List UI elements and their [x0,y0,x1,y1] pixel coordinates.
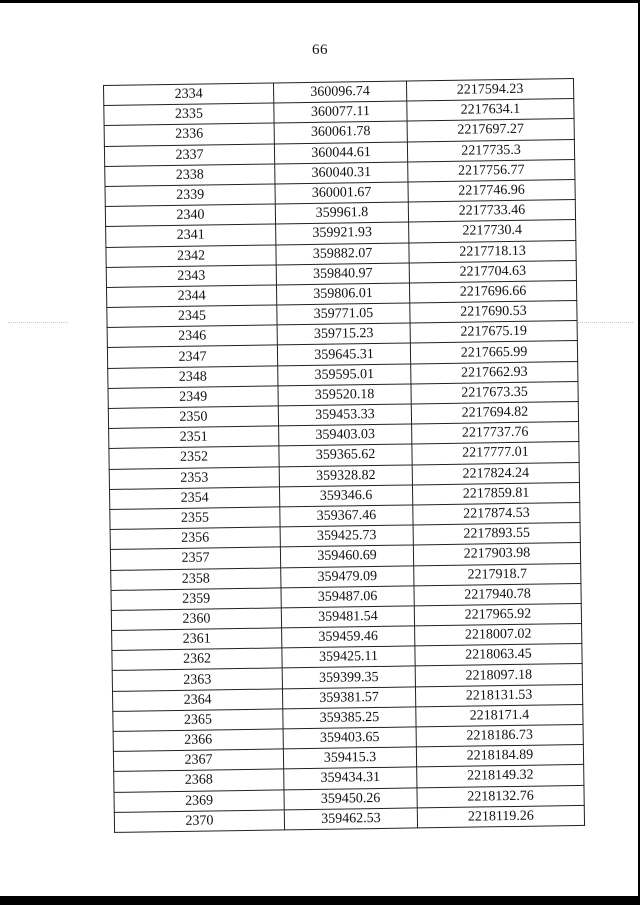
y-coordinate-cell: 2217697.27 [407,119,574,142]
point-number-cell: 2354 [109,487,279,510]
x-coordinate-cell: 360096.74 [273,81,406,103]
x-coordinate-cell: 359961.8 [275,202,408,224]
y-coordinate-cell: 2217718.13 [409,240,576,263]
x-coordinate-cell: 359434.31 [284,767,417,789]
y-coordinate-cell: 2217746.96 [408,179,575,202]
point-number-cell: 2344 [107,285,277,308]
point-number-cell: 2337 [104,144,274,167]
point-number-cell: 2357 [110,547,280,570]
point-number-cell: 2347 [107,345,277,368]
x-coordinate-cell: 359595.01 [278,364,411,386]
point-number-cell: 2361 [112,628,282,651]
y-coordinate-cell: 2217824.24 [412,462,579,485]
y-coordinate-cell: 2217918.7 [414,563,581,586]
y-coordinate-cell: 2217673.35 [411,381,578,404]
x-coordinate-cell: 359840.97 [276,263,409,285]
x-coordinate-cell: 359403.65 [283,727,416,749]
point-number-cell: 2342 [106,244,276,267]
point-number-cell: 2353 [109,466,279,489]
y-coordinate-cell: 2217737.76 [412,422,579,445]
point-number-cell: 2334 [104,83,274,106]
x-coordinate-cell: 359415.3 [283,747,416,769]
x-coordinate-cell: 359479.09 [281,565,414,587]
x-coordinate-cell: 359425.73 [280,525,413,547]
point-number-cell: 2348 [108,366,278,389]
point-number-cell: 2370 [114,810,284,833]
x-coordinate-cell: 359346.6 [279,485,412,507]
y-coordinate-cell: 2217696.66 [409,280,576,303]
point-number-cell: 2358 [111,567,281,590]
y-coordinate-cell: 2217704.63 [409,260,576,283]
point-number-cell: 2345 [107,305,277,328]
point-number-cell: 2341 [106,224,276,247]
scan-edge-top [0,0,640,3]
y-coordinate-cell: 2218097.18 [415,664,582,687]
x-coordinate-cell: 359328.82 [279,465,412,487]
x-coordinate-cell: 359520.18 [278,384,411,406]
x-coordinate-cell: 359365.62 [279,444,412,466]
point-number-cell: 2336 [104,123,274,146]
y-coordinate-cell: 2218063.45 [415,644,582,667]
point-number-cell: 2340 [105,204,275,227]
point-number-cell: 2356 [110,527,280,550]
y-coordinate-cell: 2217733.46 [408,200,575,223]
x-coordinate-cell: 360061.78 [274,121,407,143]
y-coordinate-cell: 2217675.19 [410,321,577,344]
point-number-cell: 2366 [113,729,283,752]
x-coordinate-cell: 359453.33 [278,404,411,426]
x-coordinate-cell: 359399.35 [282,666,415,688]
y-coordinate-cell: 2217665.99 [410,341,577,364]
point-number-cell: 2346 [107,325,277,348]
y-coordinate-cell: 2217965.92 [414,603,581,626]
point-number-cell: 2365 [113,709,283,732]
point-number-cell: 2359 [111,588,281,611]
y-coordinate-cell: 2217777.01 [412,442,579,465]
x-coordinate-cell: 359367.46 [280,505,413,527]
point-number-cell: 2339 [105,184,275,207]
point-number-cell: 2350 [108,406,278,429]
coordinates-table-body [104,79,585,833]
x-coordinate-cell: 359715.23 [277,323,410,345]
x-coordinate-cell: 359806.01 [276,283,409,305]
x-coordinate-cell: 359771.05 [277,303,410,325]
x-coordinate-cell: 359487.06 [281,586,414,608]
y-coordinate-cell: 2217594.23 [406,79,573,102]
x-coordinate-cell: 359882.07 [276,242,409,264]
y-coordinate-cell: 2217940.78 [414,583,581,606]
point-number-cell: 2351 [109,426,279,449]
y-coordinate-cell: 2218131.53 [415,684,582,707]
x-coordinate-cell: 359645.31 [277,343,410,365]
x-coordinate-cell: 360044.61 [274,142,407,164]
margin-mark-left [8,322,68,324]
y-coordinate-cell: 2218171.4 [416,704,583,727]
point-number-cell: 2352 [109,446,279,469]
point-number-cell: 2335 [104,103,274,126]
x-coordinate-cell: 360040.31 [275,162,408,184]
scan-edge-bottom [0,896,640,905]
x-coordinate-cell: 359481.54 [281,606,414,628]
y-coordinate-cell: 2217730.4 [409,220,576,243]
point-number-cell: 2338 [105,164,275,187]
y-coordinate-cell: 2217903.98 [413,543,580,566]
x-coordinate-cell: 359460.69 [280,545,413,567]
margin-mark-right [578,322,633,324]
page-number: 66 [312,42,328,58]
y-coordinate-cell: 2218132.76 [417,785,584,808]
point-number-cell: 2355 [110,507,280,530]
x-coordinate-cell: 360077.11 [274,101,407,123]
y-coordinate-cell: 2217893.55 [413,523,580,546]
y-coordinate-cell: 2218186.73 [416,724,583,747]
y-coordinate-cell: 2218007.02 [415,624,582,647]
y-coordinate-cell: 2217735.3 [407,139,574,162]
y-coordinate-cell: 2218184.89 [416,745,583,768]
x-coordinate-cell: 359381.57 [282,687,415,709]
x-coordinate-cell: 359462.53 [284,808,417,830]
point-number-cell: 2369 [114,789,284,812]
y-coordinate-cell: 2217859.81 [412,482,579,505]
coordinates-table [103,78,585,833]
y-coordinate-cell: 2217874.53 [413,502,580,525]
x-coordinate-cell: 360001.67 [275,182,408,204]
y-coordinate-cell: 2217756.77 [408,159,575,182]
y-coordinate-cell: 2217694.82 [411,401,578,424]
x-coordinate-cell: 359403.03 [279,424,412,446]
point-number-cell: 2363 [112,668,282,691]
y-coordinate-cell: 2217690.53 [410,301,577,324]
y-coordinate-cell: 2218119.26 [417,805,584,828]
point-number-cell: 2349 [108,386,278,409]
x-coordinate-cell: 359450.26 [284,787,417,809]
y-coordinate-cell: 2218149.32 [417,765,584,788]
point-number-cell: 2360 [111,608,281,631]
point-number-cell: 2364 [112,689,282,712]
y-coordinate-cell: 2217662.93 [411,361,578,384]
x-coordinate-cell: 359425.11 [282,646,415,668]
point-number-cell: 2362 [112,648,282,671]
point-number-cell: 2368 [114,769,284,792]
point-number-cell: 2367 [113,749,283,772]
x-coordinate-cell: 359385.25 [283,707,416,729]
x-coordinate-cell: 359459.46 [282,626,415,648]
point-number-cell: 2343 [106,265,276,288]
y-coordinate-cell: 2217634.1 [407,99,574,122]
x-coordinate-cell: 359921.93 [276,222,409,244]
coordinates-table-wrapper [103,78,584,833]
